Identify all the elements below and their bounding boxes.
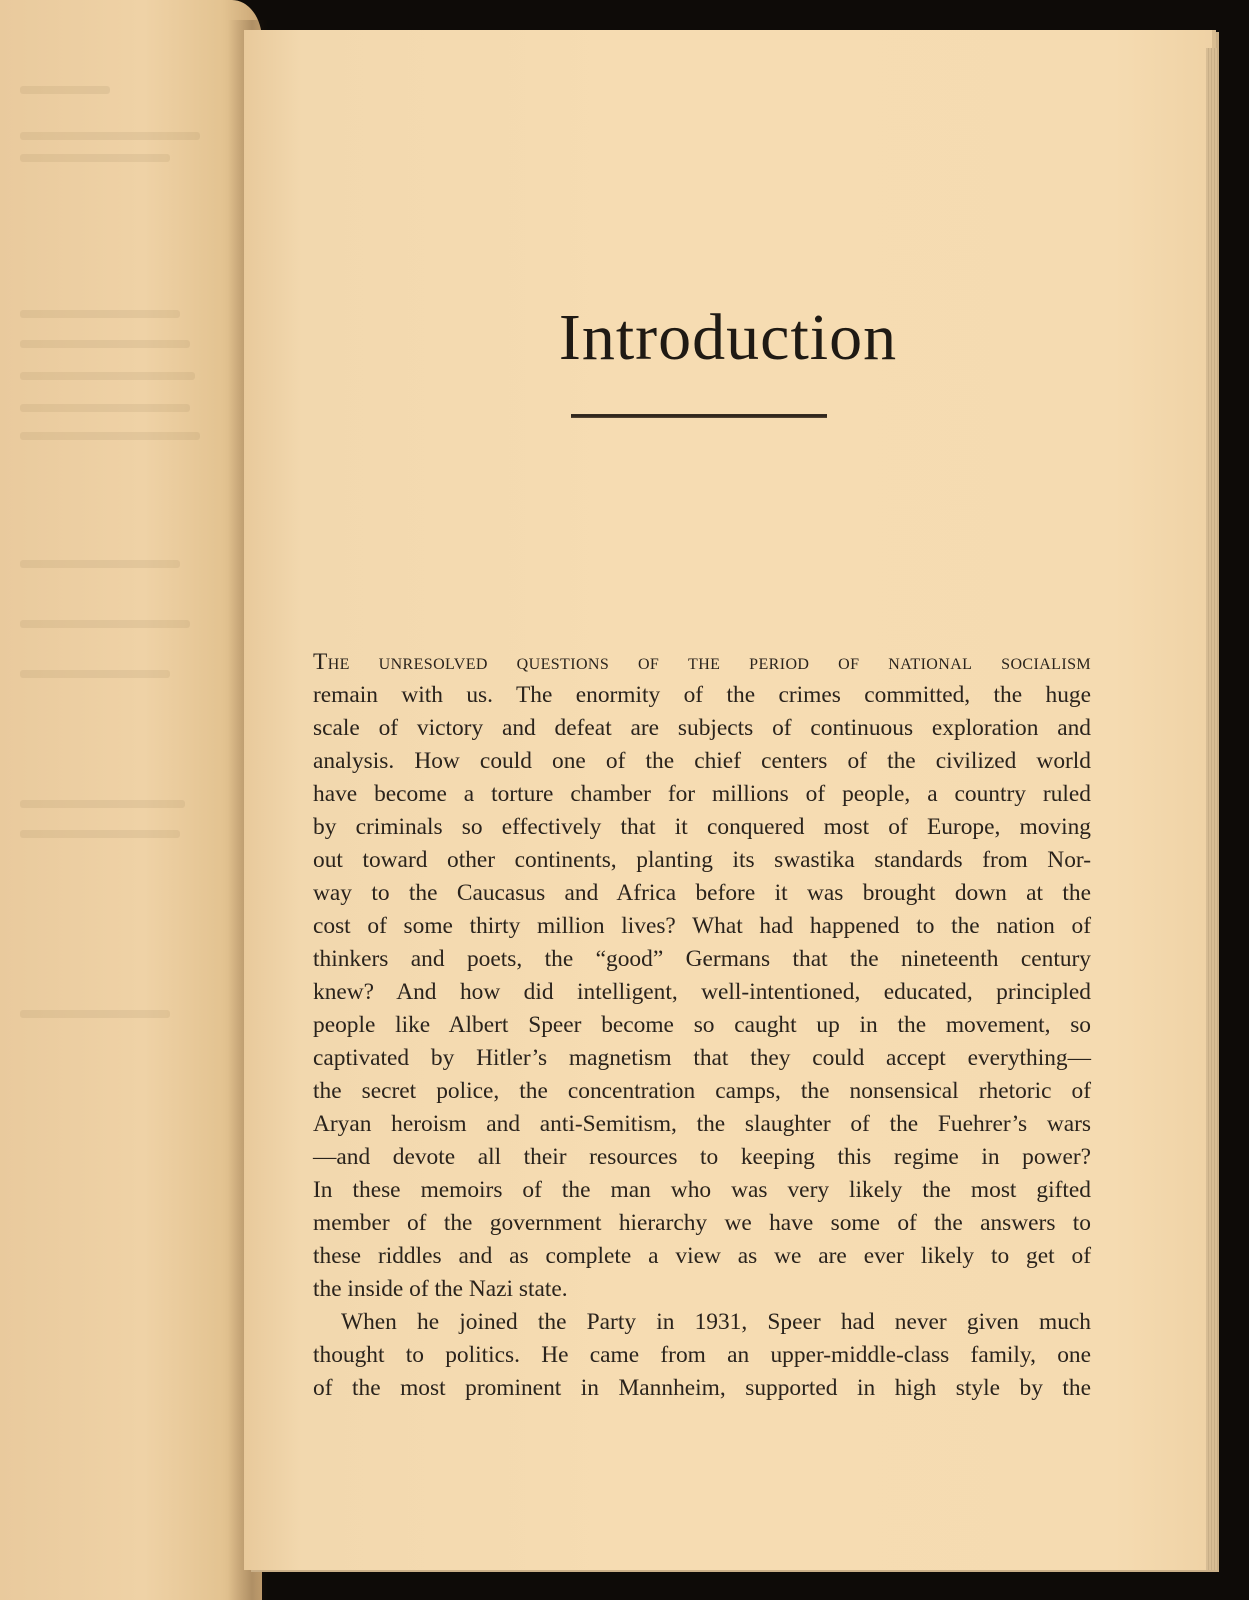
text-line: thought to politics. He came from an upper-middle-class family, one	[313, 1342, 1091, 1368]
bleed-through-text	[20, 800, 185, 808]
paragraph-1	[313, 679, 1091, 1306]
text-line: people like Albert Speer become so caught up in the movement, so	[313, 1012, 1091, 1038]
text-line: remain with us. The enormity of the crimes committed, the huge	[313, 682, 1091, 708]
text-line: these riddles and as complete a view as we are ever likely to get of	[313, 1243, 1091, 1269]
text-line: —and devote all their resources to keeping this regime in power?	[313, 1144, 1091, 1170]
text-line: have become a torture chamber for millions of people, a country ruled	[313, 781, 1091, 807]
bleed-through-text	[20, 1010, 170, 1018]
text-line: In these memoirs of the man who was very likely the most gifted	[313, 1177, 1091, 1203]
bleed-through-text	[20, 560, 180, 568]
bleed-through-text	[20, 670, 170, 678]
bleed-through-text	[20, 404, 190, 412]
bleed-through-text	[20, 372, 195, 380]
text-line: Aryan heroism and anti-Semitism, the slaughter of the Fuehrer’s wars	[313, 1111, 1091, 1137]
text-line: cost of some thirty million lives? What had happened to the nation of	[313, 913, 1091, 939]
bleed-through-text	[20, 154, 170, 162]
text-line: member of the government hierarchy we have some of the answers to	[313, 1210, 1091, 1236]
text-line: way to the Caucasus and Africa before it was brought down at the	[313, 880, 1091, 906]
bleed-through-text	[20, 620, 190, 628]
bleed-through-text	[20, 432, 200, 440]
text-line: of the most prominent in Mannheim, supported in high style by the	[313, 1375, 1091, 1401]
page-edges	[1206, 48, 1218, 1570]
bleed-through-text	[20, 340, 190, 348]
paragraph-2	[313, 1306, 1091, 1405]
text-line: the secret police, the concentration camps, the nonsensical rhetoric of	[313, 1078, 1091, 1104]
text-line: When he joined the Party in 1931, Speer had never given much	[341, 1309, 1091, 1335]
text-line: by criminals so effectively that it conquered most of Europe, moving	[313, 814, 1091, 840]
text-line: the inside of the Nazi state.	[313, 1276, 568, 1302]
chapter-title: Introduction	[558, 301, 898, 374]
text-line: captivated by Hitler’s magnetism that they could accept everything—	[313, 1045, 1091, 1071]
body-text	[313, 646, 1091, 1405]
text-line: out toward other continents, planting its swastika standards from Nor-	[313, 847, 1091, 873]
lead-in-line: The unresolved questions of the period of national socialism	[313, 649, 1091, 675]
bleed-through-text	[20, 86, 110, 94]
bleed-through-text	[20, 132, 200, 140]
text-line: knew? And how did intelligent, well-intentioned, educated, principled	[313, 979, 1091, 1005]
text-line: analysis. How could one of the chief centers of the civilized world	[313, 748, 1091, 774]
left-page	[0, 0, 262, 1600]
text-line: thinkers and poets, the “good” Germans that the nineteenth century	[313, 946, 1091, 972]
bleed-through-text	[20, 830, 180, 838]
text-line: scale of victory and defeat are subjects of continuous exploration and	[313, 715, 1091, 741]
bleed-through-text	[20, 310, 180, 318]
title-rule	[571, 414, 827, 418]
